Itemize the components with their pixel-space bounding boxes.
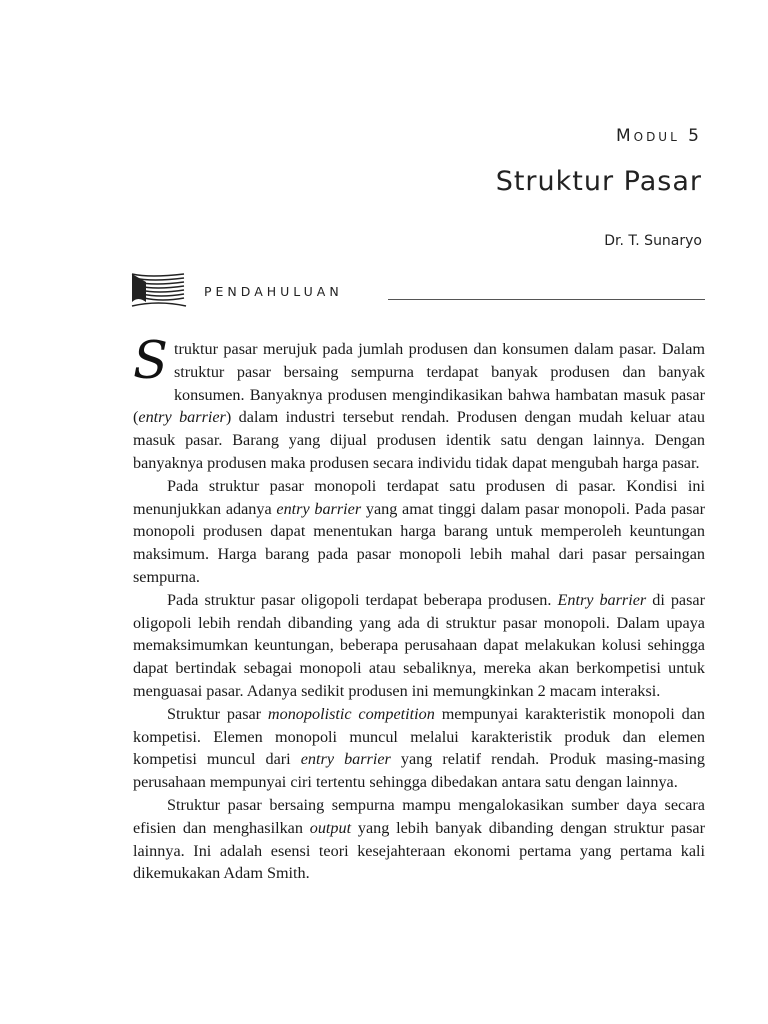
- paragraph-2-text-end: yang amat tinggi dalam pasar monopoli. Pada pasar monopoli produsen dapat menentukan harga barang untuk memperoleh keuntungan maksimum. Harga barang pada pasar monopoli lebih mahal dari pasar persaingan sempurna.: [133, 499, 706, 586]
- paragraph-4: [133, 703, 705, 794]
- paragraph-1: [133, 332, 705, 475]
- paragraph-5-text: Struktur pasar bersaing sempurna mampu mengalokasikan sumber daya secara efisien dan menghasilkan: [133, 795, 705, 837]
- paragraph-2-emphasis: entry barrier: [276, 499, 362, 518]
- paragraph-4-emphasis-2: entry barrier: [300, 750, 391, 769]
- section-divider: [388, 299, 705, 300]
- section-title: PENDAHULUAN: [204, 284, 343, 299]
- section-header: [130, 272, 705, 312]
- body-text: [133, 332, 706, 885]
- paragraph-5: [133, 794, 705, 885]
- paragraph-4-text-mid: mempunyai karakteristik monopoli dan kompetisi. Elemen monopoli muncul melalui karakteristik produk dan elemen kompetisi muncul dari: [133, 704, 706, 769]
- paragraph-1-text-end: ) dalam industri tersebut rendah. Produsen dengan mudah keluar atau masuk pasar. Barang yang dijual produsen identik satu dengan lainnya. Dengan banyaknya produsen maka produsen secara individu tidak dapat mengubah harga pasar.: [133, 408, 705, 472]
- author-name: Dr. T. Sunaryo: [604, 233, 702, 249]
- paragraph-4-text-end: yang relatif rendah. Produk masing-masing perusahaan mempunyai ciri tertentu sehingga dibedakan antara satu dengan lainnya.: [133, 750, 705, 792]
- paragraph-4-text: Struktur pasar: [167, 704, 268, 723]
- paragraph-3-text-end: di pasar oligopoli lebih rendah dibanding yang ada di struktur pasar monopoli. Dalam upaya memaksimumkan keuntungan, beberapa perusahaan dapat melakukan kolusi sehingga dapat bertindak sebagai monopoli atau sebaliknya, mereka akan berkompetisi untuk menguasai pasar. Adanya sedikit produsen ini memungkinkan 2 macam interaksi.: [133, 590, 705, 700]
- paragraph-3-text: Pada struktur pasar oligopoli terdapat beberapa produsen.: [167, 590, 558, 609]
- paragraph-5-emphasis: output: [309, 818, 352, 837]
- drop-cap: S: [133, 332, 168, 391]
- page-title: Struktur Pasar: [495, 166, 702, 197]
- book-pages-icon: [130, 272, 188, 308]
- paragraph-2-text: Pada struktur pasar monopoli terdapat satu produsen di pasar. Kondisi ini menunjukkan adanya: [133, 476, 705, 518]
- paragraph-2: [133, 475, 705, 589]
- paragraph-3: [133, 589, 705, 703]
- paragraph-5-text-end: yang lebih banyak dibanding dengan struktur pasar lainnya. Ini adalah esensi teori kesejahteraan ekonomi pertama yang pertama kali dikemukakan Adam Smith.: [133, 818, 705, 883]
- paragraph-1-text: truktur pasar merujuk pada jumlah produsen dan konsumen dalam pasar. Dalam struktur pasar bersaing sempurna terdapat banyak produsen dan banyak konsumen. Banyaknya produsen mengindikasikan bahwa hambatan masuk pasar (: [133, 340, 705, 427]
- paragraph-3-emphasis: Entry barrier: [557, 590, 647, 609]
- paragraph-1-emphasis: entry barrier: [138, 408, 226, 427]
- module-label: Modul 5: [615, 126, 702, 146]
- paragraph-4-emphasis: monopolistic competition: [267, 704, 435, 723]
